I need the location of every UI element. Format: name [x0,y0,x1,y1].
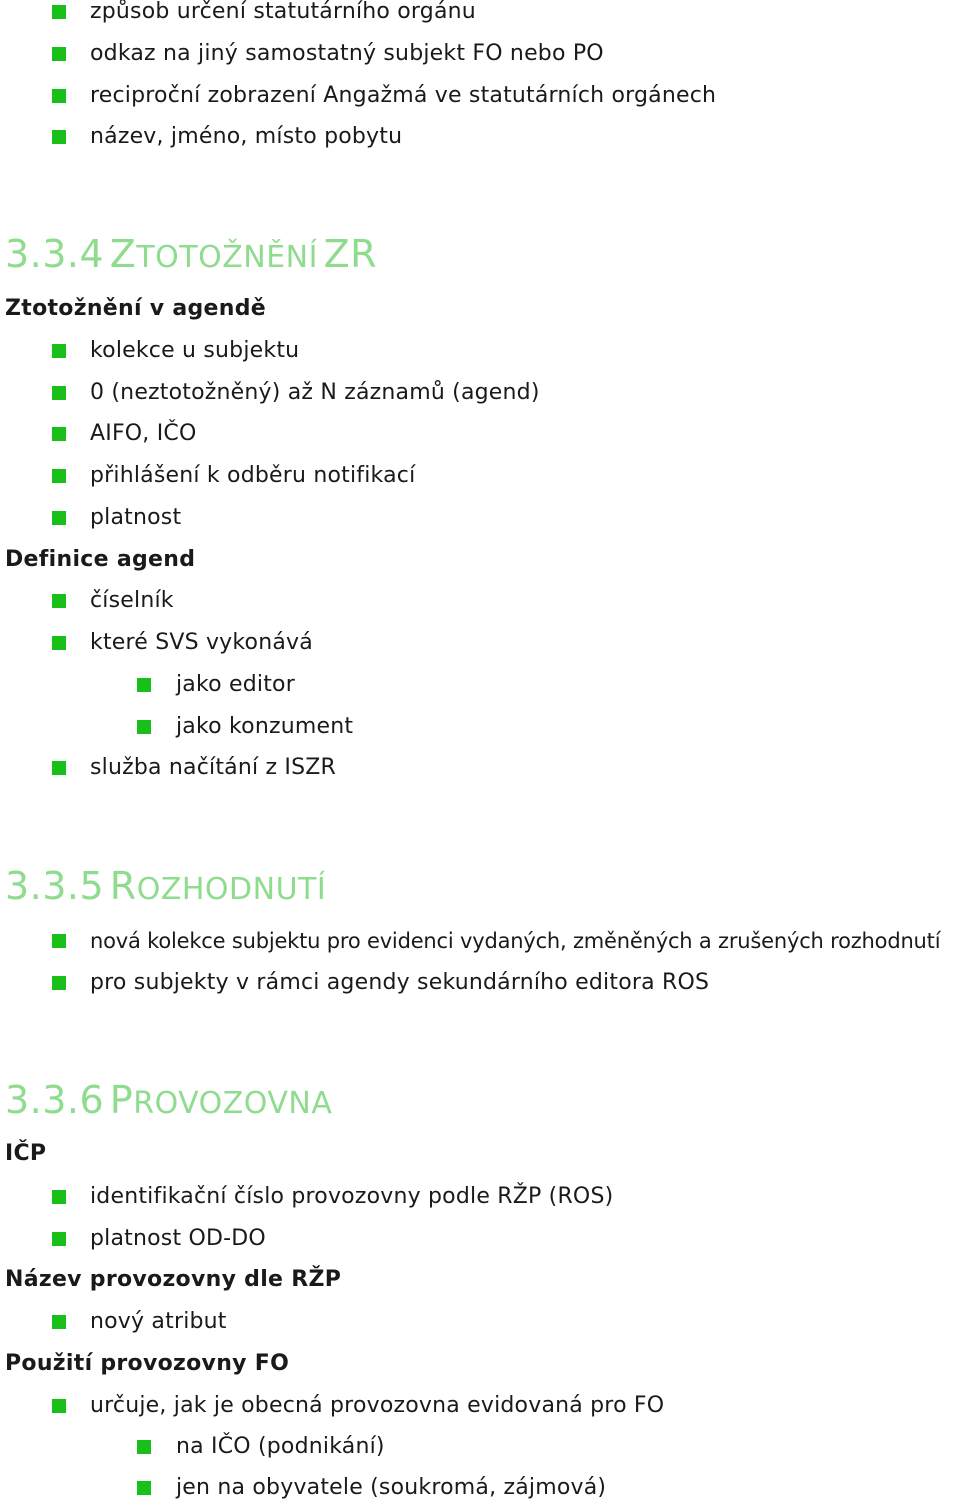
section-number: 3.3.6 [5,1078,105,1122]
bullet-square-icon [137,1481,151,1495]
list-item-text: které SVS vykonává [90,630,313,655]
section-title-rest: TOTOŽNĚNÍ [136,240,318,275]
list-item-text: jako editor [176,672,295,697]
list-item-text: platnost OD-DO [90,1226,266,1251]
list-item-text: přihlášení k odběru notifikací [90,463,416,488]
section-heading-334 [5,232,377,276]
list-item-text: 0 (neztotožněný) až N záznamů (agend) [90,380,540,405]
bullet-square-icon [52,1399,66,1413]
bullet-square-icon [52,1315,66,1329]
list-item-text: na IČO (podnikání) [176,1434,385,1459]
subheading: Název provozovny dle RŽP [5,1267,342,1292]
list-item-text: pro subjekty v rámci agendy sekundárního editora ROS [90,970,710,995]
subheading: Použití provozovny FO [5,1351,290,1376]
bullet-square-icon [52,5,66,19]
bullet-square-icon [52,1190,66,1204]
bullet-square-icon [52,130,66,144]
bullet-square-icon [52,1232,66,1246]
bullet-square-icon [52,511,66,525]
bullet-square-icon [52,761,66,775]
section-number: 3.3.4 [5,232,105,276]
bullet-square-icon [137,1440,151,1454]
list-item-text: AIFO, IČO [90,421,197,446]
section-title-initial: P [109,1078,134,1122]
bullet-square-icon [52,636,66,650]
bullet-square-icon [52,89,66,103]
section-number: 3.3.5 [5,864,105,908]
bullet-square-icon [137,720,151,734]
list-item-text: určuje, jak je obecná provozovna evidovaná pro FO [90,1393,665,1418]
bullet-square-icon [52,386,66,400]
bullet-square-icon [52,934,66,948]
bullet-square-icon [52,976,66,990]
bullet-square-icon [52,47,66,61]
subheading: Ztotožnění v agendě [5,296,267,321]
list-item-text: odkaz na jiný samostatný subjekt FO nebo PO [90,41,604,66]
bullet-square-icon [137,678,151,692]
list-item-text: identifikační číslo provozovny podle RŽP (ROS) [90,1184,614,1209]
list-item-text: platnost [90,505,182,530]
list-item-text: jen na obyvatele (soukromá, zájmová) [176,1475,607,1500]
list-item-text: reciproční zobrazení Angažmá ve statutárních orgánech [90,83,717,108]
section-title-rest: ROVOZOVNA [133,1086,333,1121]
bullet-square-icon [52,469,66,483]
section-title-tail: ZR [323,232,377,276]
subheading: Definice agend [5,547,196,572]
section-heading-336 [5,1078,332,1122]
list-item-text: nová kolekce subjektu pro evidenci vydaných, změněných a zrušených rozhodnutí [90,929,941,953]
section-title-initial: R [109,864,137,908]
list-item-text: číselník [90,588,174,613]
section-title-initial: Z [109,232,137,276]
section-heading-335 [5,864,326,908]
list-item-text: jako konzument [176,714,354,739]
list-item-text: kolekce u subjektu [90,338,300,363]
bullet-square-icon [52,594,66,608]
subheading: IČP [5,1141,47,1166]
bullet-square-icon [52,344,66,358]
list-item-text: nový atribut [90,1309,227,1334]
bullet-square-icon [52,427,66,441]
list-item-text: způsob určení statutárního orgánu [90,0,476,24]
list-item-text: název, jméno, místo pobytu [90,124,403,149]
section-title-rest: OZHODNUTÍ [136,872,327,907]
list-item-text: služba načítání z ISZR [90,755,337,780]
